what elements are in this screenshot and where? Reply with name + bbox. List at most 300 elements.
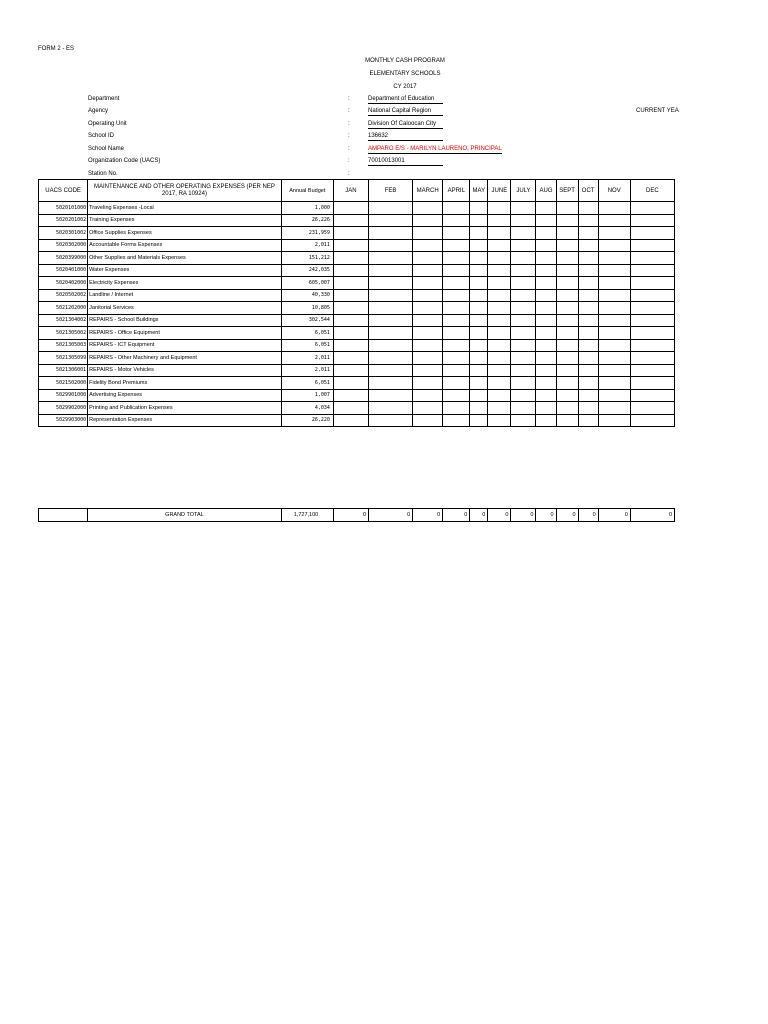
- month-cell[interactable]: [511, 239, 536, 252]
- month-cell[interactable]: [630, 327, 674, 340]
- month-cell[interactable]: [578, 277, 598, 290]
- month-cell[interactable]: [536, 389, 556, 402]
- uacs-code-cell: 5029901000: [39, 389, 88, 402]
- month-cell[interactable]: [536, 202, 556, 215]
- uacs-code-cell: 5020402000: [39, 277, 88, 290]
- annual-budget-cell: 40,330: [281, 289, 333, 302]
- expense-description-cell: Traveling Expenses -Local: [88, 202, 282, 215]
- month-cell[interactable]: [578, 402, 598, 415]
- month-cell[interactable]: [598, 202, 630, 215]
- annual-budget-cell: 242,035: [281, 264, 333, 277]
- month-cell[interactable]: [630, 302, 674, 315]
- month-cell[interactable]: [578, 239, 598, 252]
- month-cell[interactable]: [536, 277, 556, 290]
- table-row: [39, 314, 675, 327]
- month-cell[interactable]: [413, 202, 443, 215]
- month-cell[interactable]: [536, 402, 556, 415]
- school-name-value: AMPARO E/S - MARILYN LAURENO, PRINCIPAL: [368, 146, 502, 152]
- month-cell[interactable]: [578, 227, 598, 240]
- uacs-code-cell: 5021305099: [39, 352, 88, 365]
- expense-description-cell: Office Supplies Expenses: [88, 227, 282, 240]
- expense-description-cell: Janitorial Services: [88, 302, 282, 315]
- uacs-code-cell: 5021305002: [39, 327, 88, 340]
- month-cell[interactable]: [536, 302, 556, 315]
- month-cell[interactable]: [630, 202, 674, 215]
- colon: :: [348, 158, 350, 164]
- month-cell[interactable]: [369, 327, 413, 340]
- annual-budget-cell: 1,000: [281, 202, 333, 215]
- column-header: DEC: [630, 180, 674, 202]
- month-cell[interactable]: [488, 352, 511, 365]
- org-code-label: Organization Code (UACS): [88, 158, 161, 164]
- month-cell[interactable]: [413, 264, 443, 277]
- month-cell[interactable]: [369, 314, 413, 327]
- expense-description-cell: REPAIRS - ICT Equipment: [88, 339, 282, 352]
- month-cell[interactable]: [470, 252, 488, 265]
- month-cell[interactable]: [413, 339, 443, 352]
- month-cell[interactable]: [598, 314, 630, 327]
- month-cell[interactable]: [333, 377, 368, 390]
- month-cell[interactable]: [470, 227, 488, 240]
- school-name-label: School Name: [88, 146, 125, 152]
- month-cell[interactable]: [578, 264, 598, 277]
- month-cell[interactable]: [413, 302, 443, 315]
- month-cell[interactable]: [333, 339, 368, 352]
- column-header: JUNE: [488, 180, 511, 202]
- month-cell[interactable]: [536, 289, 556, 302]
- month-cell[interactable]: [470, 414, 488, 427]
- month-cell[interactable]: [413, 277, 443, 290]
- month-cell[interactable]: [413, 214, 443, 227]
- table-row: [39, 339, 675, 352]
- month-cell[interactable]: [333, 264, 368, 277]
- month-cell[interactable]: [536, 227, 556, 240]
- month-cell[interactable]: [369, 352, 413, 365]
- month-total-cell: 0: [536, 509, 556, 522]
- month-cell[interactable]: [369, 414, 413, 427]
- month-cell[interactable]: [511, 289, 536, 302]
- uacs-code-cell: 5021306001: [39, 364, 88, 377]
- month-cell[interactable]: [333, 327, 368, 340]
- month-cell[interactable]: [578, 314, 598, 327]
- month-cell[interactable]: [556, 352, 578, 365]
- month-cell[interactable]: [443, 327, 470, 340]
- month-cell[interactable]: [511, 389, 536, 402]
- month-cell[interactable]: [369, 402, 413, 415]
- month-cell[interactable]: [511, 277, 536, 290]
- month-cell[interactable]: [333, 352, 368, 365]
- month-cell[interactable]: [536, 377, 556, 390]
- month-cell[interactable]: [369, 277, 413, 290]
- annual-budget-cell: 2,011: [281, 239, 333, 252]
- annual-budget-cell: 1,007: [281, 389, 333, 402]
- month-cell[interactable]: [333, 277, 368, 290]
- month-cell[interactable]: [470, 389, 488, 402]
- month-cell[interactable]: [556, 214, 578, 227]
- month-cell[interactable]: [413, 289, 443, 302]
- month-total-cell: 0: [598, 509, 630, 522]
- month-total-cell: 0: [443, 509, 470, 522]
- month-cell[interactable]: [578, 214, 598, 227]
- month-cell[interactable]: [556, 389, 578, 402]
- month-cell[interactable]: [443, 402, 470, 415]
- month-cell[interactable]: [511, 364, 536, 377]
- month-cell[interactable]: [630, 377, 674, 390]
- month-cell[interactable]: [470, 264, 488, 277]
- month-cell[interactable]: [443, 364, 470, 377]
- month-cell[interactable]: [598, 377, 630, 390]
- month-cell[interactable]: [443, 227, 470, 240]
- month-cell[interactable]: [443, 202, 470, 215]
- month-cell[interactable]: [511, 302, 536, 315]
- month-cell[interactable]: [556, 227, 578, 240]
- table-row: [39, 289, 675, 302]
- table-row: [39, 202, 675, 215]
- month-cell[interactable]: [598, 252, 630, 265]
- month-cell[interactable]: [578, 252, 598, 265]
- month-cell[interactable]: [630, 214, 674, 227]
- month-cell[interactable]: [556, 414, 578, 427]
- month-cell[interactable]: [630, 389, 674, 402]
- month-cell[interactable]: [598, 327, 630, 340]
- table-row: [39, 302, 675, 315]
- month-cell[interactable]: [369, 214, 413, 227]
- month-cell[interactable]: [511, 252, 536, 265]
- month-cell[interactable]: [598, 352, 630, 365]
- month-cell[interactable]: [413, 377, 443, 390]
- month-cell[interactable]: [556, 239, 578, 252]
- table-row: [39, 402, 675, 415]
- uacs-code-cell: 5021304002: [39, 314, 88, 327]
- annual-budget-cell: 26,220: [281, 414, 333, 427]
- table-row: [39, 389, 675, 402]
- month-cell[interactable]: [511, 402, 536, 415]
- month-cell[interactable]: [470, 377, 488, 390]
- month-cell[interactable]: [598, 364, 630, 377]
- annual-budget-cell: 4,034: [281, 402, 333, 415]
- month-cell[interactable]: [470, 289, 488, 302]
- month-cell[interactable]: [333, 302, 368, 315]
- month-cell[interactable]: [369, 364, 413, 377]
- expense-description-cell: Representation Expenses: [88, 414, 282, 427]
- month-cell[interactable]: [333, 289, 368, 302]
- month-cell[interactable]: [630, 352, 674, 365]
- table-row: [39, 227, 675, 240]
- month-cell[interactable]: [413, 252, 443, 265]
- month-cell[interactable]: [556, 402, 578, 415]
- current-year-label: CURRENT YEA: [636, 108, 679, 114]
- month-cell[interactable]: [598, 239, 630, 252]
- uacs-code-cell: 5021305003: [39, 339, 88, 352]
- month-cell[interactable]: [536, 252, 556, 265]
- month-total-cell: 0: [470, 509, 488, 522]
- month-cell[interactable]: [630, 277, 674, 290]
- month-cell[interactable]: [470, 327, 488, 340]
- month-cell[interactable]: [333, 364, 368, 377]
- month-cell[interactable]: [598, 339, 630, 352]
- month-cell[interactable]: [536, 264, 556, 277]
- department-label: Department: [88, 96, 120, 102]
- month-cell[interactable]: [578, 414, 598, 427]
- month-cell[interactable]: [488, 277, 511, 290]
- month-cell[interactable]: [511, 414, 536, 427]
- month-cell[interactable]: [578, 364, 598, 377]
- month-cell[interactable]: [578, 352, 598, 365]
- month-cell[interactable]: [630, 402, 674, 415]
- month-cell[interactable]: [333, 402, 368, 415]
- uacs-code-cell: 5020401000: [39, 264, 88, 277]
- month-cell[interactable]: [536, 352, 556, 365]
- month-cell[interactable]: [369, 264, 413, 277]
- month-cell[interactable]: [598, 289, 630, 302]
- month-cell[interactable]: [598, 227, 630, 240]
- month-cell[interactable]: [369, 239, 413, 252]
- month-cell[interactable]: [536, 414, 556, 427]
- report-year: CY 2017: [393, 84, 417, 90]
- month-cell[interactable]: [488, 239, 511, 252]
- month-cell[interactable]: [333, 389, 368, 402]
- expense-description-cell: Accountable Forms Expenses: [88, 239, 282, 252]
- colon: :: [348, 96, 350, 102]
- column-header: Annual Budget: [281, 180, 333, 202]
- month-cell[interactable]: [488, 202, 511, 215]
- month-cell[interactable]: [369, 377, 413, 390]
- month-cell[interactable]: [413, 414, 443, 427]
- month-cell[interactable]: [470, 402, 488, 415]
- month-cell[interactable]: [578, 389, 598, 402]
- month-cell[interactable]: [630, 227, 674, 240]
- month-cell[interactable]: [488, 214, 511, 227]
- grand-total-amount: 1,727,100: [281, 509, 333, 522]
- annual-budget-cell: 2,011: [281, 352, 333, 365]
- month-cell[interactable]: [488, 327, 511, 340]
- month-cell[interactable]: [413, 327, 443, 340]
- month-cell[interactable]: [536, 339, 556, 352]
- month-cell[interactable]: [443, 277, 470, 290]
- uacs-code-cell: 5020302000: [39, 239, 88, 252]
- month-cell[interactable]: [443, 389, 470, 402]
- month-cell[interactable]: [488, 289, 511, 302]
- month-cell[interactable]: [511, 377, 536, 390]
- month-cell[interactable]: [511, 327, 536, 340]
- school-id-value: 136632: [368, 133, 443, 141]
- month-cell[interactable]: [578, 327, 598, 340]
- month-cell[interactable]: [511, 352, 536, 365]
- month-cell[interactable]: [470, 214, 488, 227]
- month-cell[interactable]: [488, 227, 511, 240]
- month-cell[interactable]: [488, 252, 511, 265]
- report-title: MONTHLY CASH PROGRAM: [365, 58, 445, 64]
- month-cell[interactable]: [630, 314, 674, 327]
- month-cell[interactable]: [369, 252, 413, 265]
- colon: :: [348, 108, 350, 114]
- month-cell[interactable]: [443, 377, 470, 390]
- month-cell[interactable]: [413, 389, 443, 402]
- month-cell[interactable]: [598, 414, 630, 427]
- month-cell[interactable]: [443, 239, 470, 252]
- month-cell[interactable]: [536, 314, 556, 327]
- month-cell[interactable]: [578, 302, 598, 315]
- month-cell[interactable]: [556, 202, 578, 215]
- month-cell[interactable]: [556, 377, 578, 390]
- month-cell[interactable]: [536, 364, 556, 377]
- expense-description-cell: Water Expenses: [88, 264, 282, 277]
- annual-budget-cell: 231,959: [281, 227, 333, 240]
- month-cell[interactable]: [333, 227, 368, 240]
- month-cell[interactable]: [443, 314, 470, 327]
- month-cell[interactable]: [369, 202, 413, 215]
- month-cell[interactable]: [511, 227, 536, 240]
- uacs-code-cell: 5029902000: [39, 402, 88, 415]
- month-cell[interactable]: [470, 339, 488, 352]
- month-cell[interactable]: [556, 264, 578, 277]
- month-cell[interactable]: [536, 239, 556, 252]
- month-cell[interactable]: [413, 402, 443, 415]
- column-header: MAY: [470, 180, 488, 202]
- month-cell[interactable]: [556, 289, 578, 302]
- month-cell[interactable]: [333, 214, 368, 227]
- month-cell[interactable]: [488, 414, 511, 427]
- month-cell[interactable]: [598, 264, 630, 277]
- month-cell[interactable]: [488, 402, 511, 415]
- month-cell[interactable]: [578, 377, 598, 390]
- annual-budget-cell: 6,051: [281, 327, 333, 340]
- colon: :: [348, 171, 350, 177]
- month-cell[interactable]: [578, 289, 598, 302]
- agency-label: Agency: [88, 108, 109, 114]
- month-cell[interactable]: [470, 202, 488, 215]
- column-header: FEB: [369, 180, 413, 202]
- month-cell[interactable]: [598, 214, 630, 227]
- month-cell[interactable]: [413, 239, 443, 252]
- table-row: [39, 364, 675, 377]
- month-cell[interactable]: [443, 339, 470, 352]
- month-cell[interactable]: [488, 302, 511, 315]
- month-cell[interactable]: [470, 239, 488, 252]
- month-cell[interactable]: [630, 252, 674, 265]
- table-row: [39, 352, 675, 365]
- month-cell[interactable]: [598, 402, 630, 415]
- month-cell[interactable]: [333, 239, 368, 252]
- month-cell[interactable]: [598, 277, 630, 290]
- month-cell[interactable]: [511, 214, 536, 227]
- month-cell[interactable]: [413, 352, 443, 365]
- month-cell[interactable]: [556, 302, 578, 315]
- month-cell[interactable]: [556, 277, 578, 290]
- month-cell[interactable]: [630, 364, 674, 377]
- month-cell[interactable]: [488, 377, 511, 390]
- month-cell[interactable]: [470, 302, 488, 315]
- month-cell[interactable]: [443, 414, 470, 427]
- month-cell[interactable]: [630, 414, 674, 427]
- month-cell[interactable]: [556, 252, 578, 265]
- month-cell[interactable]: [443, 352, 470, 365]
- month-cell[interactable]: [443, 289, 470, 302]
- month-cell[interactable]: [369, 302, 413, 315]
- column-header: JAN: [333, 180, 368, 202]
- month-cell[interactable]: [536, 214, 556, 227]
- expense-description-cell: Training Expenses: [88, 214, 282, 227]
- month-cell[interactable]: [443, 264, 470, 277]
- month-cell[interactable]: [413, 227, 443, 240]
- month-cell[interactable]: [556, 314, 578, 327]
- month-cell[interactable]: [511, 314, 536, 327]
- uacs-code-cell: 5021202000: [39, 302, 88, 315]
- month-cell[interactable]: [470, 364, 488, 377]
- month-cell[interactable]: [369, 289, 413, 302]
- month-cell[interactable]: [470, 314, 488, 327]
- month-cell[interactable]: [369, 227, 413, 240]
- expense-description-cell: REPAIRS - Other Machinery and Equipment: [88, 352, 282, 365]
- header-row: [39, 180, 675, 202]
- expense-description-cell: Landline / Internet: [88, 289, 282, 302]
- org-code-value: 70010013001: [368, 158, 443, 166]
- month-cell[interactable]: [488, 339, 511, 352]
- month-cell[interactable]: [598, 389, 630, 402]
- month-cell[interactable]: [511, 339, 536, 352]
- annual-budget-cell: 302,544: [281, 314, 333, 327]
- uacs-code-cell: 5029903000: [39, 414, 88, 427]
- month-cell[interactable]: [488, 364, 511, 377]
- month-cell[interactable]: [630, 339, 674, 352]
- table-row: [39, 239, 675, 252]
- agency-value: National Capital Region: [368, 108, 443, 116]
- column-header: MAINTENANCE AND OTHER OPERATING EXPENSES (PER NEP 2017, RA 10924): [88, 180, 282, 202]
- month-cell[interactable]: [333, 414, 368, 427]
- month-cell[interactable]: [488, 389, 511, 402]
- month-cell[interactable]: [556, 364, 578, 377]
- month-cell[interactable]: [536, 327, 556, 340]
- month-cell[interactable]: [470, 352, 488, 365]
- month-cell[interactable]: [443, 302, 470, 315]
- month-cell[interactable]: [443, 252, 470, 265]
- month-cell[interactable]: [333, 202, 368, 215]
- column-header: APRIL: [443, 180, 470, 202]
- month-cell[interactable]: [413, 314, 443, 327]
- month-cell[interactable]: [333, 252, 368, 265]
- colon: :: [348, 146, 350, 152]
- month-cell[interactable]: [443, 214, 470, 227]
- month-total-cell: 0: [333, 509, 368, 522]
- month-cell[interactable]: [630, 289, 674, 302]
- annual-budget-cell: 605,007: [281, 277, 333, 290]
- month-cell[interactable]: [470, 277, 488, 290]
- expense-description-cell: REPAIRS - Office Equipment: [88, 327, 282, 340]
- month-cell[interactable]: [511, 264, 536, 277]
- month-cell[interactable]: [556, 327, 578, 340]
- uacs-code-cell: 5020101000: [39, 202, 88, 215]
- month-cell[interactable]: [556, 339, 578, 352]
- month-cell[interactable]: [369, 389, 413, 402]
- total-blank-cell: [39, 509, 88, 522]
- month-cell[interactable]: [333, 314, 368, 327]
- month-cell[interactable]: [578, 339, 598, 352]
- month-cell[interactable]: [598, 302, 630, 315]
- month-cell[interactable]: [511, 202, 536, 215]
- month-cell[interactable]: [630, 264, 674, 277]
- month-cell[interactable]: [413, 364, 443, 377]
- month-cell[interactable]: [630, 239, 674, 252]
- month-cell[interactable]: [488, 264, 511, 277]
- column-header: UACS CODE: [39, 180, 88, 202]
- annual-budget-cell: 26,226: [281, 214, 333, 227]
- department-value: Department of Education: [368, 96, 443, 104]
- month-cell[interactable]: [578, 202, 598, 215]
- month-total-cell: 0: [578, 509, 598, 522]
- month-cell[interactable]: [369, 339, 413, 352]
- month-total-cell: 0: [413, 509, 443, 522]
- month-cell[interactable]: [488, 314, 511, 327]
